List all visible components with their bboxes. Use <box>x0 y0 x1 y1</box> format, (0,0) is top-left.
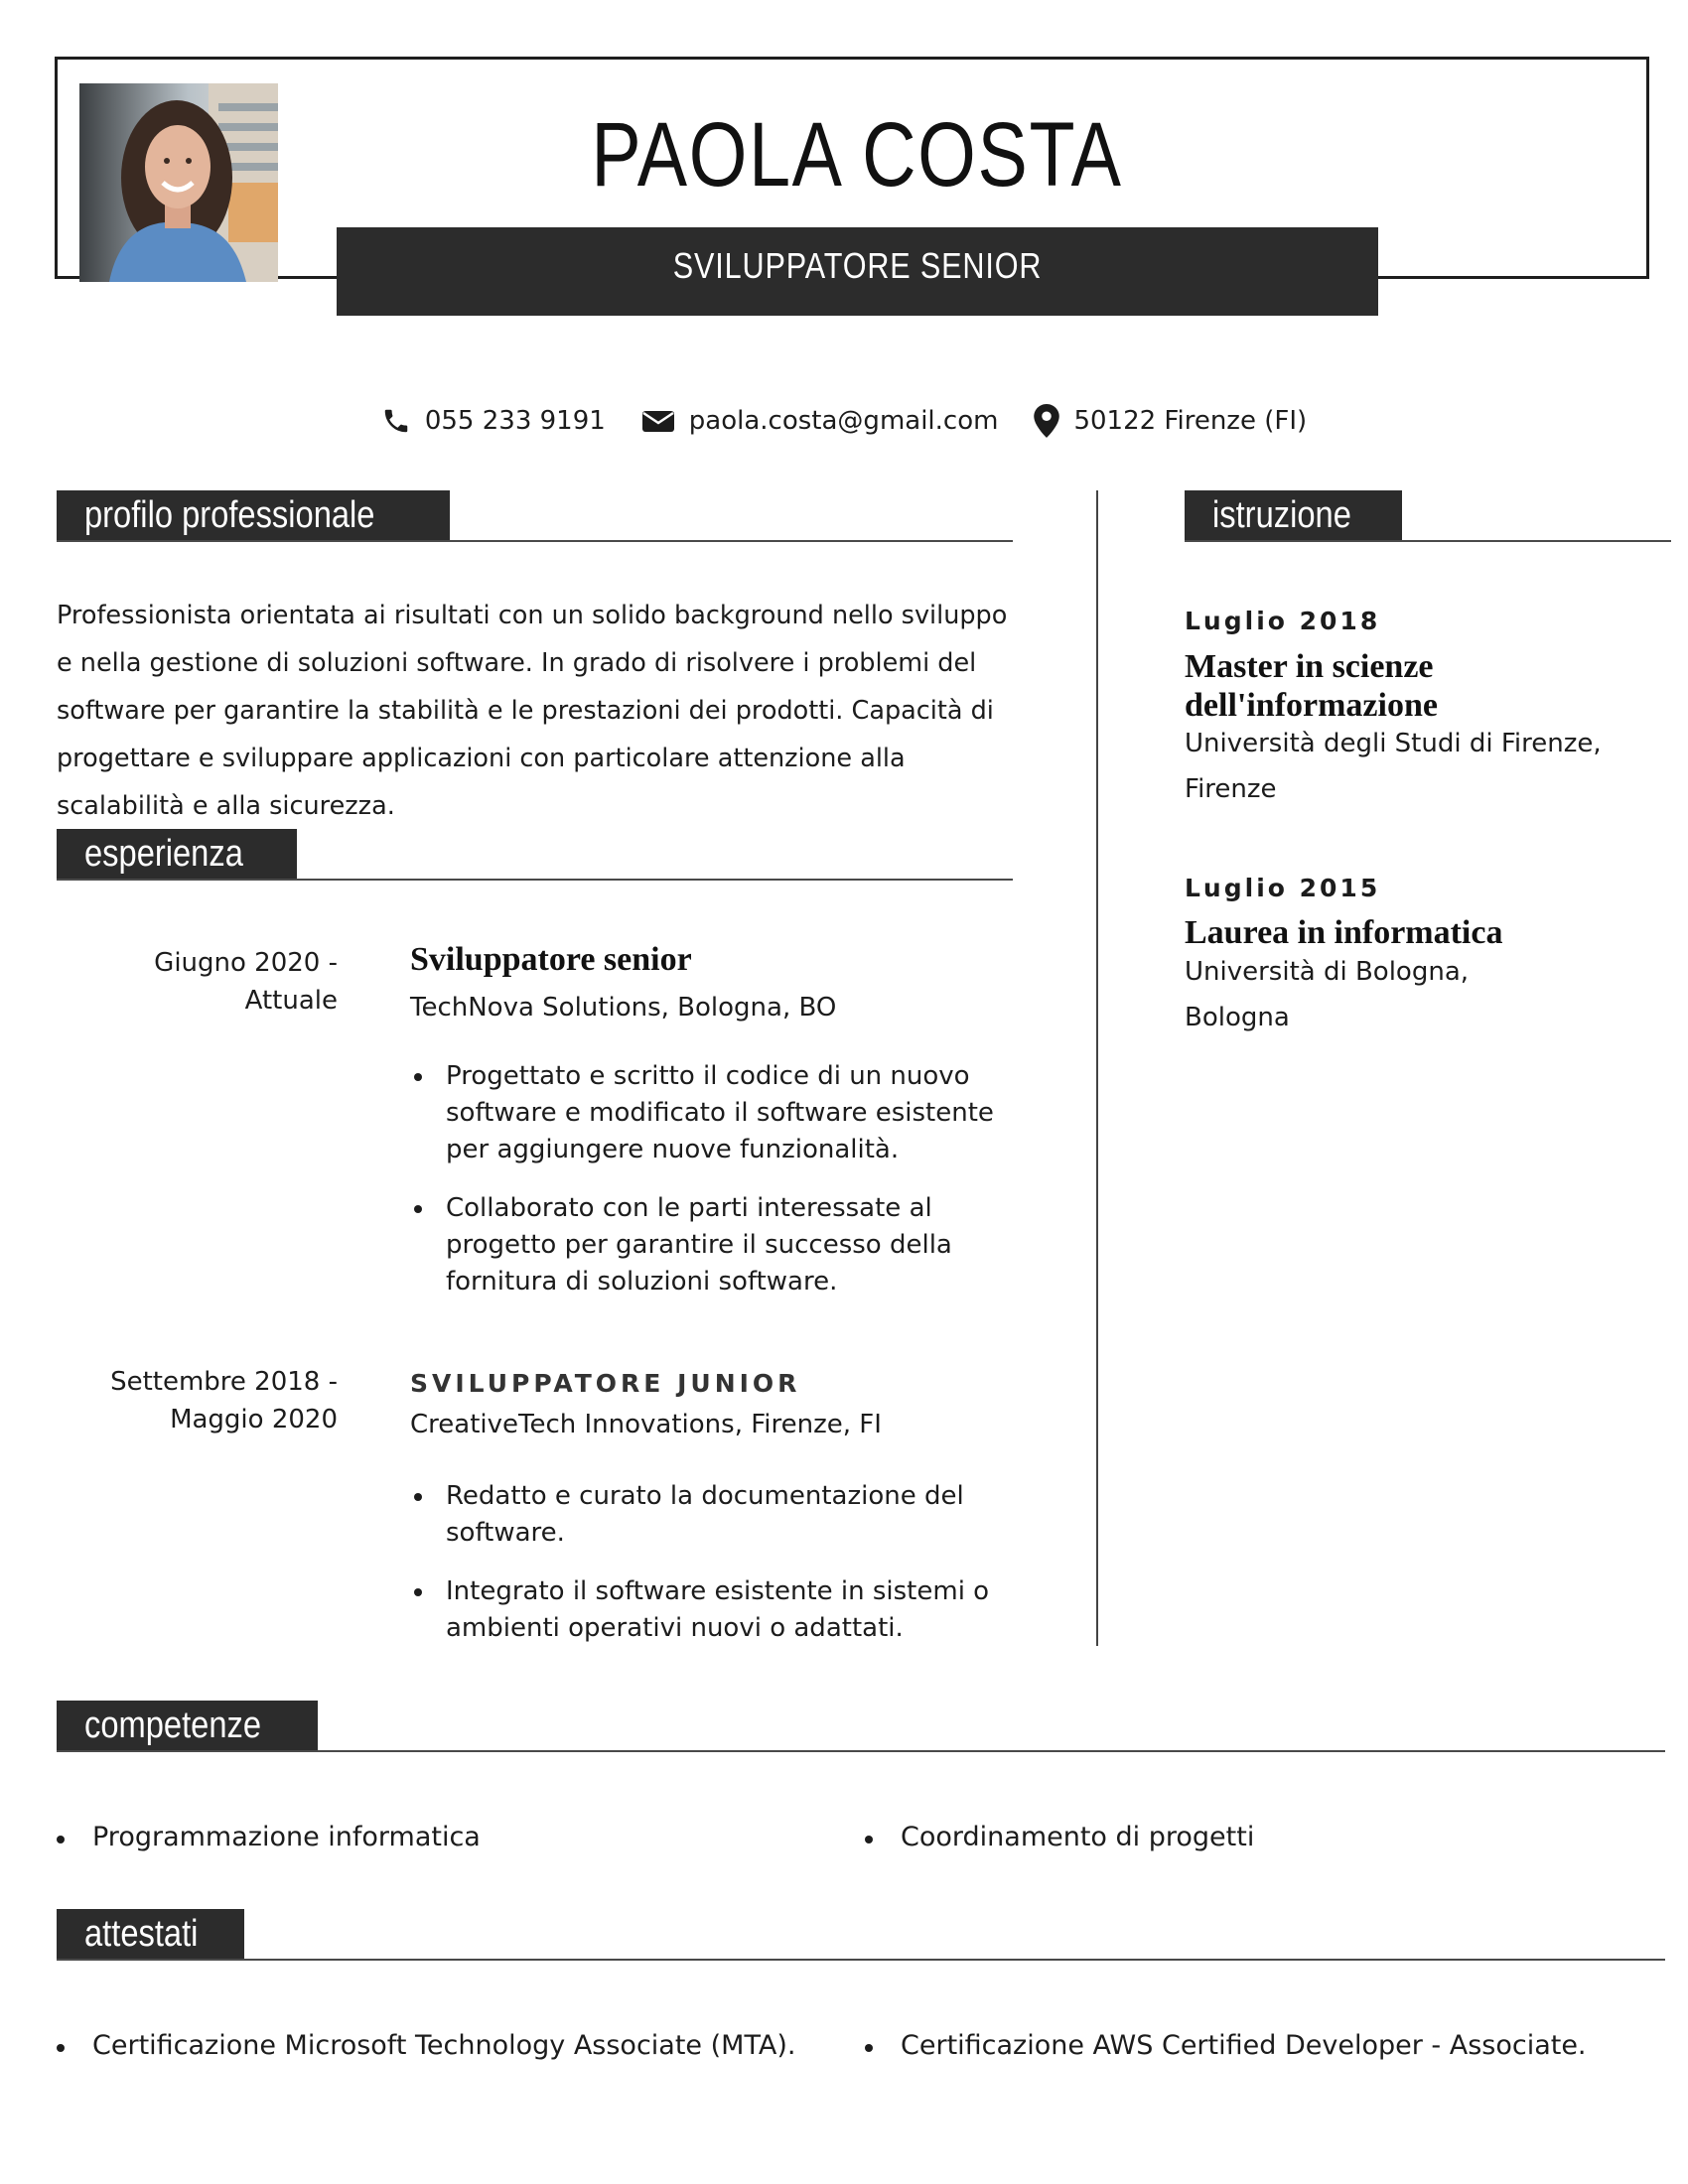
envelope-icon <box>641 408 675 434</box>
section-header-education <box>1185 490 1671 542</box>
section-header-experience <box>57 829 1013 881</box>
phone-number: 055 233 9191 <box>424 406 606 436</box>
section-title: esperienza <box>57 829 297 879</box>
list-item: Redatto e curato la documentazione del software. <box>410 1478 1016 1552</box>
section-divider <box>57 540 1013 542</box>
list-item: Coordinamento di progetti <box>865 1822 1254 1852</box>
list-item: Progettato e scritto il codice di un nuovo software e modificato il software esistente per aggiungere nuove funzionalità. <box>410 1058 1016 1168</box>
contact-phone <box>381 406 606 436</box>
profile-summary: Professionista orientata ai risultati con un solido background nello sviluppo e nella gestione di soluzioni software. In grado di risolvere i problemi del software per garantire la stabilità e le prestazioni dei prodotti. Capacità di progettare e sviluppare applicazioni con particolare attenzione alla scalabilità e alla sicurezza. <box>57 601 1008 821</box>
section-title: attestati <box>57 1909 244 1959</box>
education-school: Università di Bologna, Bologna <box>1185 957 1470 1032</box>
education-date: Luglio 2015 <box>1185 874 1381 902</box>
section-divider <box>57 1959 1665 1961</box>
section-header-certificates <box>57 1909 1665 1961</box>
job-role: Sviluppatore senior <box>410 941 692 978</box>
candidate-name: PAOLA COSTA <box>591 104 1123 205</box>
section-title: istruzione <box>1185 490 1402 540</box>
list-item: Certificazione Microsoft Technology Associate (MTA). <box>57 2030 795 2061</box>
location-text: 50122 Firenze (FI) <box>1073 406 1308 436</box>
job-bullets <box>410 1058 1016 1322</box>
job-company: CreativeTech Innovations, Firenze, FI <box>410 1410 882 1439</box>
email-address: paola.costa@gmail.com <box>688 406 999 436</box>
section-divider <box>57 879 1013 881</box>
job-role: SVILUPPATORE JUNIOR <box>410 1369 801 1398</box>
job-title: SVILUPPATORE SENIOR <box>672 245 1043 286</box>
list-item: Certificazione AWS Certified Developer - Associate. <box>865 2030 1587 2061</box>
job-title-bar <box>337 227 1378 316</box>
education-degree: Laurea in informatica <box>1185 914 1503 951</box>
column-divider <box>1096 490 1098 1646</box>
map-pin-icon <box>1034 404 1059 438</box>
contact-email <box>641 406 999 436</box>
section-divider <box>1185 540 1671 542</box>
profile-photo <box>79 83 278 282</box>
job-date: Settembre 2018 - Maggio 2020 <box>110 1367 338 1434</box>
section-header-skills <box>57 1701 1665 1752</box>
section-title: competenze <box>57 1701 318 1750</box>
education-degree: Master in scienze dell'informazione <box>1185 648 1438 724</box>
phone-icon <box>381 406 411 436</box>
education-date: Luglio 2018 <box>1185 607 1381 635</box>
education-school: Università degli Studi di Firenze, Firenze <box>1185 729 1602 804</box>
list-item: Collaborato con le parti interessate al progetto per garantire il successo della fornitura di soluzioni software. <box>410 1190 1016 1300</box>
section-header-profile <box>57 490 1013 542</box>
job-date: Giugno 2020 - Attuale <box>154 948 338 1016</box>
job-company: TechNova Solutions, Bologna, BO <box>410 993 837 1023</box>
contact-bar <box>0 399 1688 443</box>
list-item: Integrato il software esistente in sistemi o ambienti operativi nuovi o adattati. <box>410 1573 1016 1647</box>
job-bullets <box>410 1478 1016 1669</box>
section-divider <box>57 1750 1665 1752</box>
list-item: Programmazione informatica <box>57 1822 481 1852</box>
section-title: profilo professionale <box>57 490 450 540</box>
contact-location <box>1034 404 1307 438</box>
